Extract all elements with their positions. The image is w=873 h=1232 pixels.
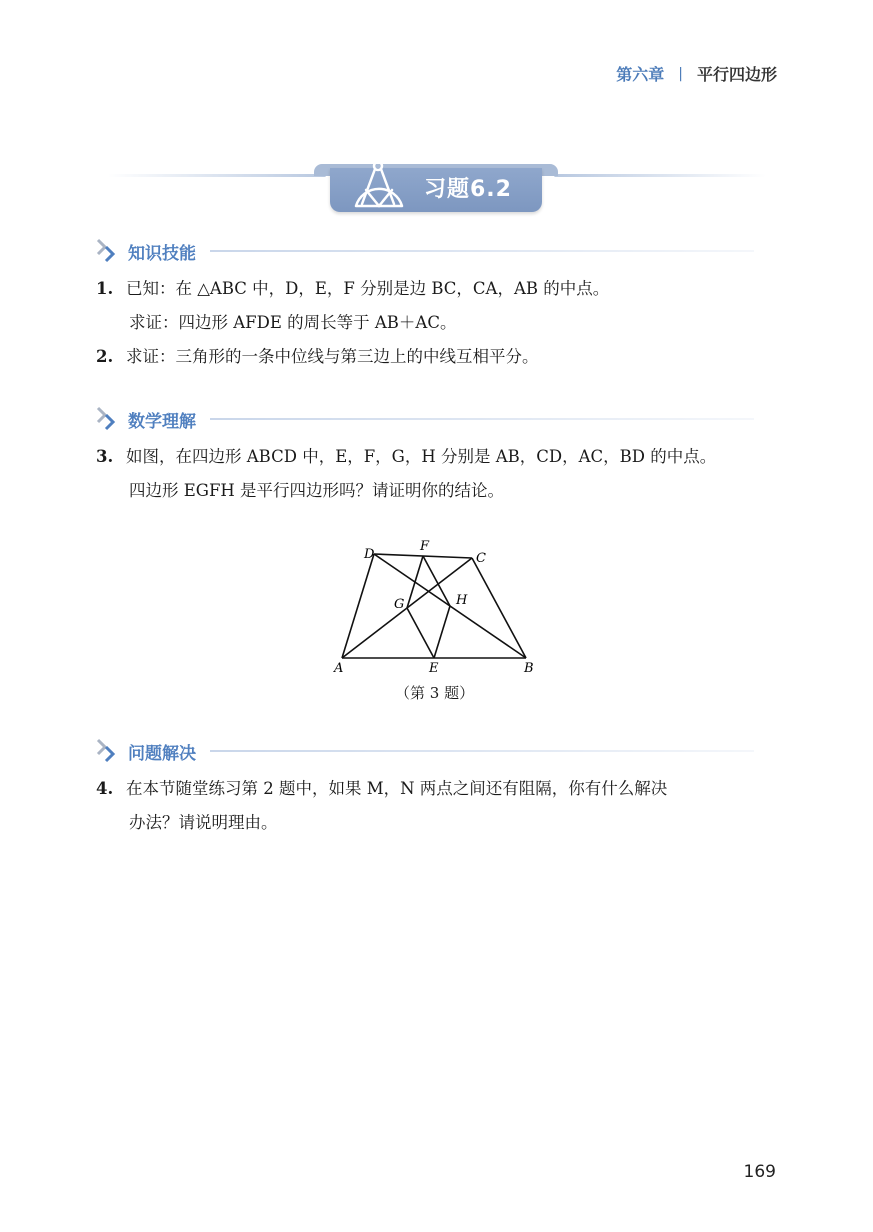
segment-BC — [472, 558, 526, 658]
chapter-separator: | — [678, 65, 683, 82]
problem-number: 4. — [96, 779, 114, 798]
problem-number: 1. — [96, 279, 114, 298]
page-number: 169 — [743, 1162, 776, 1182]
exercise-title: 习题6.2 — [424, 177, 512, 202]
section-rule — [210, 418, 754, 420]
compass-protractor-icon — [344, 148, 414, 212]
section-rule — [210, 250, 754, 252]
problem-3 — [96, 440, 716, 474]
section-math-understanding — [96, 406, 754, 432]
quadrilateral-figure — [326, 536, 556, 680]
section-problem-solving — [96, 738, 754, 764]
label-F: F — [420, 539, 430, 554]
chevron-right-icon — [96, 406, 126, 432]
chapter-header — [616, 62, 777, 85]
label-G: G — [394, 597, 405, 612]
problem-1-line-2: 求证：四边形 AFDE 的周长等于 AB＋AC。 — [129, 313, 457, 332]
section-knowledge-skills — [96, 238, 754, 264]
segment-FH — [423, 556, 450, 606]
section-label: 数学理解 — [128, 411, 196, 432]
figure-caption: （第 3 题） — [395, 684, 475, 702]
problem-number: 3. — [96, 447, 114, 466]
problem-text: 在本节随堂练习第 2 题中，如果 M，N 两点之间还有阻隔，你有什么解决 — [126, 779, 668, 798]
segment-HE — [434, 606, 450, 658]
segment-AD — [342, 554, 374, 658]
label-E: E — [429, 661, 439, 676]
chevron-right-icon — [96, 738, 126, 764]
problem-4-line-2: 办法？请说明理由。 — [129, 813, 278, 832]
banner-line-right — [554, 174, 766, 177]
chapter-title: 平行四边形 — [696, 65, 777, 84]
banner-line-left — [108, 174, 326, 177]
label-H: H — [456, 593, 468, 608]
section-label: 问题解决 — [128, 743, 196, 764]
segment-EG — [407, 608, 434, 658]
section-label: 知识技能 — [128, 243, 196, 264]
label-B: B — [524, 661, 534, 676]
problem-3-line-2: 四边形 EGFH 是平行四边形吗？请证明你的结论。 — [129, 481, 505, 500]
label-A: A — [334, 661, 344, 676]
problem-1 — [96, 272, 609, 306]
chapter-number: 第六章 — [616, 65, 665, 84]
problem-text: 已知：在 △ABC 中，D，E，F 分别是边 BC，CA，AB 的中点。 — [126, 279, 610, 298]
problem-2 — [96, 340, 539, 374]
label-C: C — [476, 551, 486, 566]
problem-text: 如图，在四边形 ABCD 中，E，F，G，H 分别是 AB，CD，AC，BD 的中点。 — [126, 447, 717, 466]
problem-text: 求证：三角形的一条中位线与第三边上的中线互相平分。 — [126, 347, 539, 366]
problem-4 — [96, 772, 667, 806]
chevron-right-icon — [96, 238, 126, 264]
section-rule — [210, 750, 754, 752]
segment-GF — [407, 556, 423, 608]
problem-number: 2. — [96, 347, 114, 366]
label-D: D — [364, 547, 375, 562]
